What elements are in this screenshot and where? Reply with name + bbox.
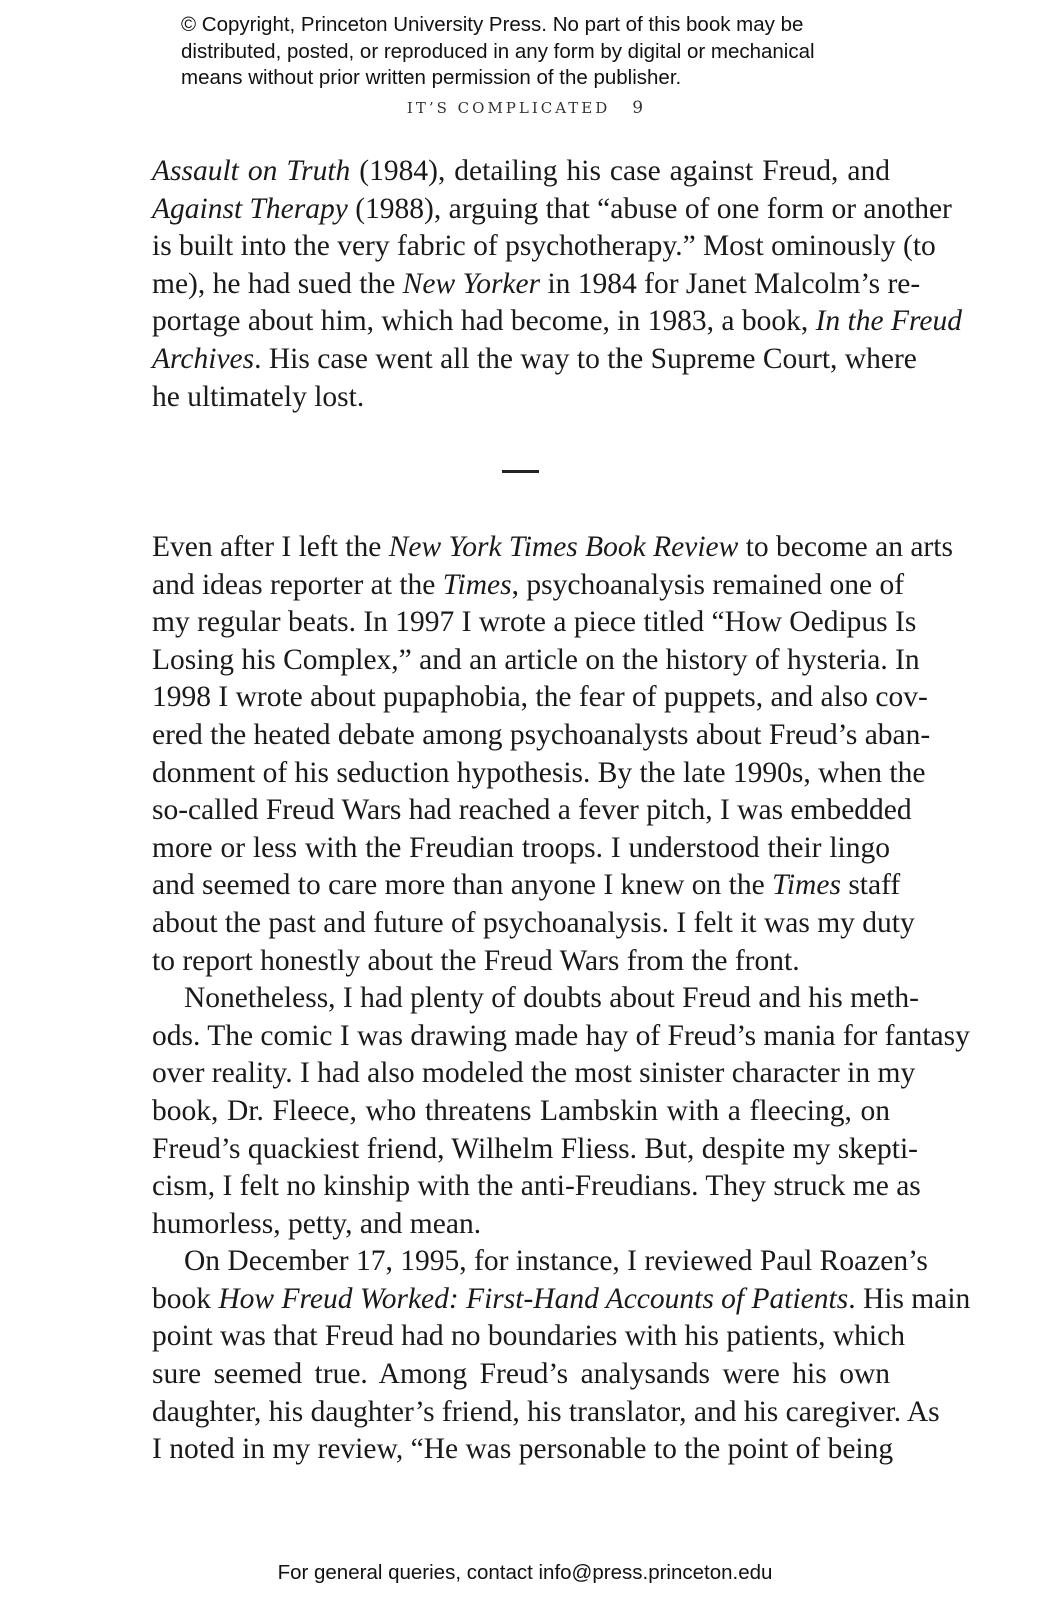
italic-title: Archives [152, 342, 255, 375]
text-line [152, 1055, 916, 1093]
text-line [152, 266, 921, 304]
text-run: Even after I left the [152, 531, 389, 563]
italic-title: In the Freud [815, 305, 962, 338]
text-line [152, 1093, 890, 1131]
text-run: he ultimately lost. [152, 380, 365, 413]
page-number: 9 [632, 98, 644, 118]
text-line [152, 303, 962, 341]
text-run: humorless, petty, and mean. [152, 1207, 482, 1240]
text-line [152, 228, 936, 266]
text-line [152, 642, 920, 680]
text-line [152, 792, 912, 830]
italic-title: New Yorker [402, 267, 541, 300]
text-line [152, 867, 901, 905]
text-run: about the past and future of psychoanalysis. I felt it was my duty [152, 906, 915, 939]
paragraph [152, 153, 962, 416]
text-run: , psychoanalysis remained one of [511, 568, 905, 601]
text-line [152, 1243, 928, 1281]
text-run: sure seemed true. Among Freud’s analysands were his own [152, 1358, 890, 1391]
text-run: (1984), detailing his case against Freud, and [350, 155, 890, 187]
text-run: cism, I felt no kinship with the anti-Freudians. They struck me as [152, 1170, 921, 1203]
text-line [152, 980, 919, 1018]
text-run: ered the heated debate among psychoanalysts about Freud’s aban- [152, 718, 931, 751]
paragraph [152, 529, 971, 1469]
text-line [152, 755, 926, 793]
text-run: book, Dr. Fleece, who threatens Lambskin with a fleecing, on [152, 1094, 890, 1127]
text-run: to become an arts [738, 531, 953, 563]
text-run: me), he had sued the [152, 267, 403, 300]
running-head [0, 98, 1050, 118]
copyright-notice [181, 12, 901, 92]
text-line [152, 341, 917, 379]
italic-title: New York Times Book Review [388, 531, 739, 563]
text-line [152, 1281, 971, 1319]
text-run: Losing his Complex,” and an article on the history of hysteria. In [152, 643, 920, 676]
text-line [152, 1018, 970, 1056]
text-line [152, 529, 953, 567]
text-line [152, 1318, 905, 1356]
text-line [152, 1168, 921, 1206]
text-run: donment of his seduction hypothesis. By the late 1990s, when the [152, 756, 926, 789]
text-run: and seemed to care more than anyone I knew on the [152, 869, 773, 902]
text-run: book [152, 1282, 219, 1315]
section-break [502, 470, 539, 473]
text-run: On December 17, 1995, for instance, I reviewed Paul Roazen’s [184, 1245, 928, 1278]
text-line [152, 717, 931, 755]
text-run: . His main [848, 1282, 971, 1315]
text-run: daughter, his daughter’s friend, his translator, and his caregiver. As [152, 1395, 940, 1428]
text-run: 1998 I wrote about pupaphobia, the fear of puppets, and also cov- [152, 681, 928, 714]
text-run: is built into the very fabric of psychotherapy.” Most ominously (to [152, 230, 936, 263]
text-run: over reality. I had also modeled the most sinister character in my [152, 1057, 916, 1090]
text-line [152, 567, 905, 605]
text-run: to report honestly about the Freud Wars from the front. [152, 944, 800, 977]
copyright-line: means without prior written permission of the publisher. [181, 66, 682, 89]
italic-title: Times [442, 568, 512, 601]
chapter-title: IT’S COMPLICATED [406, 99, 611, 117]
text-line [152, 153, 890, 191]
copyright-line: distributed, posted, or reproduced in any form by digital or mechanical [181, 39, 815, 63]
text-run: (1988), arguing that “abuse of one form or another [347, 192, 952, 225]
italic-title: Assault on Truth [152, 155, 351, 187]
text-run: Nonetheless, I had plenty of doubts about Freud and his meth- [184, 982, 919, 1015]
italic-title: How Freud Worked: First-Hand Accounts of Patients [218, 1282, 849, 1315]
text-run: Freud’s quackiest friend, Wilhelm Fliess. But, despite my skepti- [152, 1132, 918, 1165]
text-run: and ideas reporter at the [152, 568, 443, 601]
text-run: ods. The comic I was drawing made hay of Freud’s mania for fantasy [152, 1019, 970, 1052]
italic-title: Times [772, 869, 841, 902]
text-line [152, 905, 915, 943]
text-line [152, 379, 890, 417]
text-line [152, 1356, 890, 1394]
text-run: I noted in my review, “He was personable to the point of being [152, 1433, 894, 1466]
text-line [152, 1431, 894, 1469]
footer-contact: For general queries, contact info@press.princeton.edu [277, 1561, 773, 1584]
text-run: portage about him, which had become, in 1983, a book, [152, 305, 816, 338]
text-run: point was that Freud had no boundaries with his patients, which [152, 1320, 905, 1353]
italic-title: Against Therapy [152, 192, 348, 225]
copyright-line: © Copyright, Princeton University Press. No part of this book may be [181, 13, 804, 36]
text-line [152, 191, 952, 229]
text-run: staff [840, 869, 901, 902]
text-run: in 1984 for Janet Malcolm’s re- [540, 267, 921, 300]
text-line [152, 679, 928, 717]
text-run: . His case went all the way to the Supreme Court, where [254, 342, 917, 375]
text-line [152, 830, 890, 868]
text-line [152, 1131, 918, 1169]
text-line [152, 943, 890, 981]
text-run: so-called Freud Wars had reached a fever pitch, I was embedded [152, 794, 912, 827]
text-line [152, 604, 917, 642]
text-run: my regular beats. In 1997 I wrote a piece titled “How Oedipus Is [152, 606, 917, 639]
text-line [152, 1394, 940, 1432]
text-line [152, 1206, 890, 1244]
text-run: more or less with the Freudian troops. I understood their lingo [152, 831, 890, 864]
